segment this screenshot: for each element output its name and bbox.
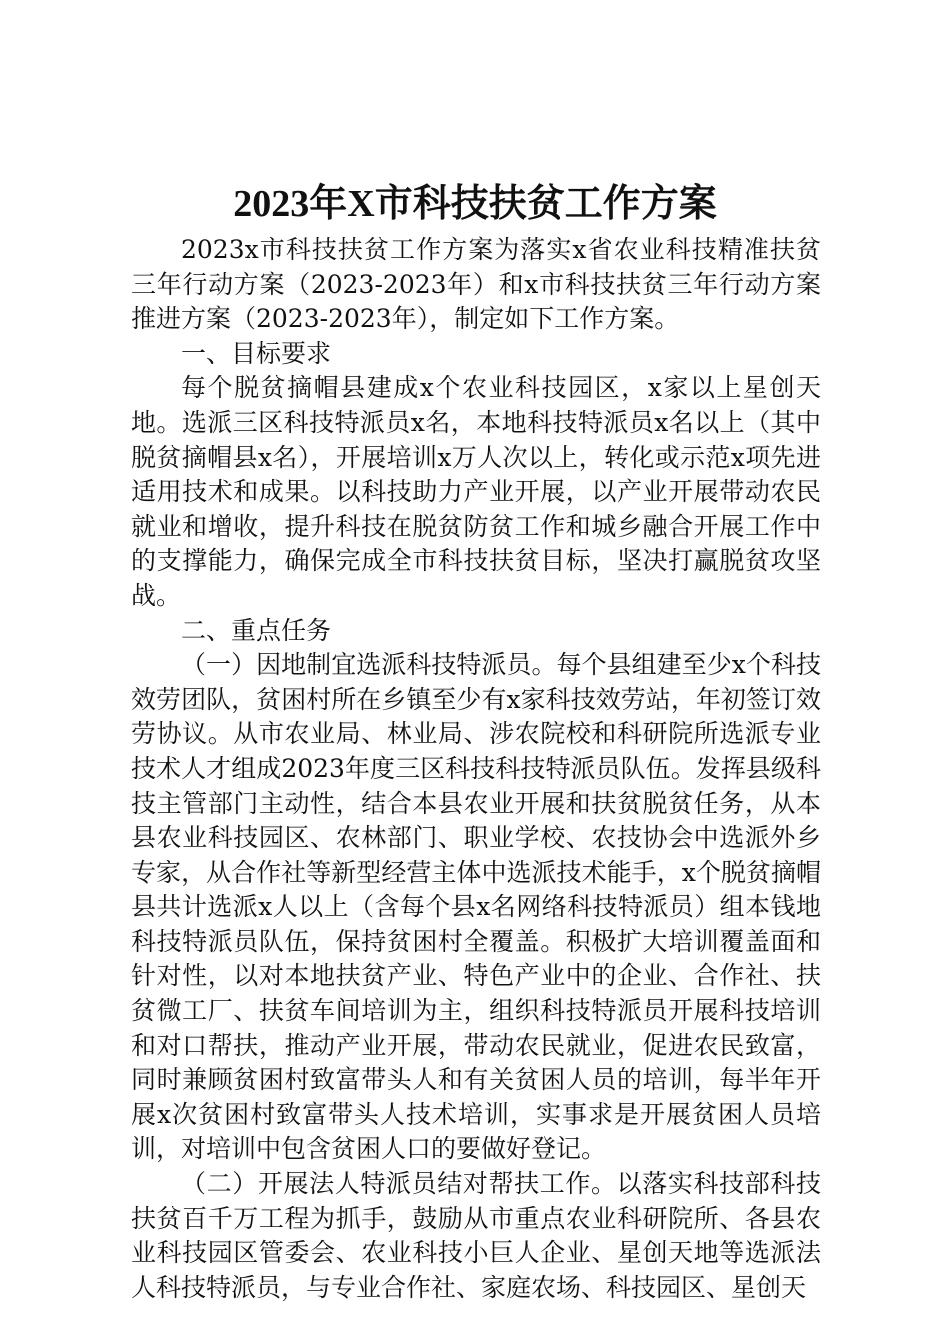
section-heading-tasks: 二、重点任务 [181, 615, 332, 645]
document-body [131, 233, 821, 1305]
goals-paragraph: 每个脱贫摘帽县建成x个农业科技园区，x家以上星创天地。选派三区科技特派员x名，本地科技特派员x名以上（其中脱贫摘帽县x名），开展培训x万人次以上，转化或示范x项先进适用技术和成果。以科技助力产业开展，以产业开展带动农民就业和增收，提升科技在脱贫防贫工作和城乡融合开展工作中的支撑能力，确保完成全市科技扶贫目标，坚决打赢脱贫攻坚战。 [131, 373, 821, 610]
section-heading-goals: 一、目标要求 [181, 338, 332, 368]
task-one-paragraph: （一）因地制宜选派科技特派员。每个县组建至少x个科技效劳团队，贫困村所在乡镇至少有x家科技效劳站，年初签订效劳协议。从市农业局、林业局、涉农院校和科研院所选派专业技术人才组成2023年度三区科技科技特派员队伍。发挥县级科技主管部门主动性，结合本县农业开展和扶贫脱贫任务，从本县农业科技园区、农林部门、职业学校、农技协会中选派外乡专家，从合作社等新型经营主体中选派技术能手，x个脱贫摘帽县共计选派x人以上（含每个县x名网络科技特派员）组本钱地科技特派员队伍，保持贫困村全覆盖。积极扩大培训覆盖面和针对性，以对本地扶贫产业、特色产业中的企业、合作社、扶贫微工厂、扶贫车间培训为主，组织科技特派员开展科技培训和对口帮扶，推动产业开展，带动农民就业，促进农民致富，同时兼顾贫困村致富带头人和有关贫困人员的培训，每半年开展x次贫困村致富带头人技术培训，实事求是开展贫困人员培训，对培训中包含贫困人口的要做好登记。 [131, 650, 821, 1164]
document-title: 2023年X市科技扶贫工作方案 [233, 183, 717, 225]
intro-paragraph: 2023x市科技扶贫工作方案为落实x省农业科技精准扶贫三年行动方案（2023-2023年）和x市科技扶贫三年行动方案推进方案（2023-2023年），制定如下工作方案。 [131, 235, 821, 334]
task-two-paragraph: （二）开展法人特派员结对帮扶工作。以落实科技部科技扶贫百千万工程为抓手，鼓励从市重点农业科研院所、各县农业科技园区管委会、农业科技小巨人企业、星创天地等选派法人科技特派员，与专业合作社、家庭农场、科技园区、星创天 [131, 1169, 821, 1302]
